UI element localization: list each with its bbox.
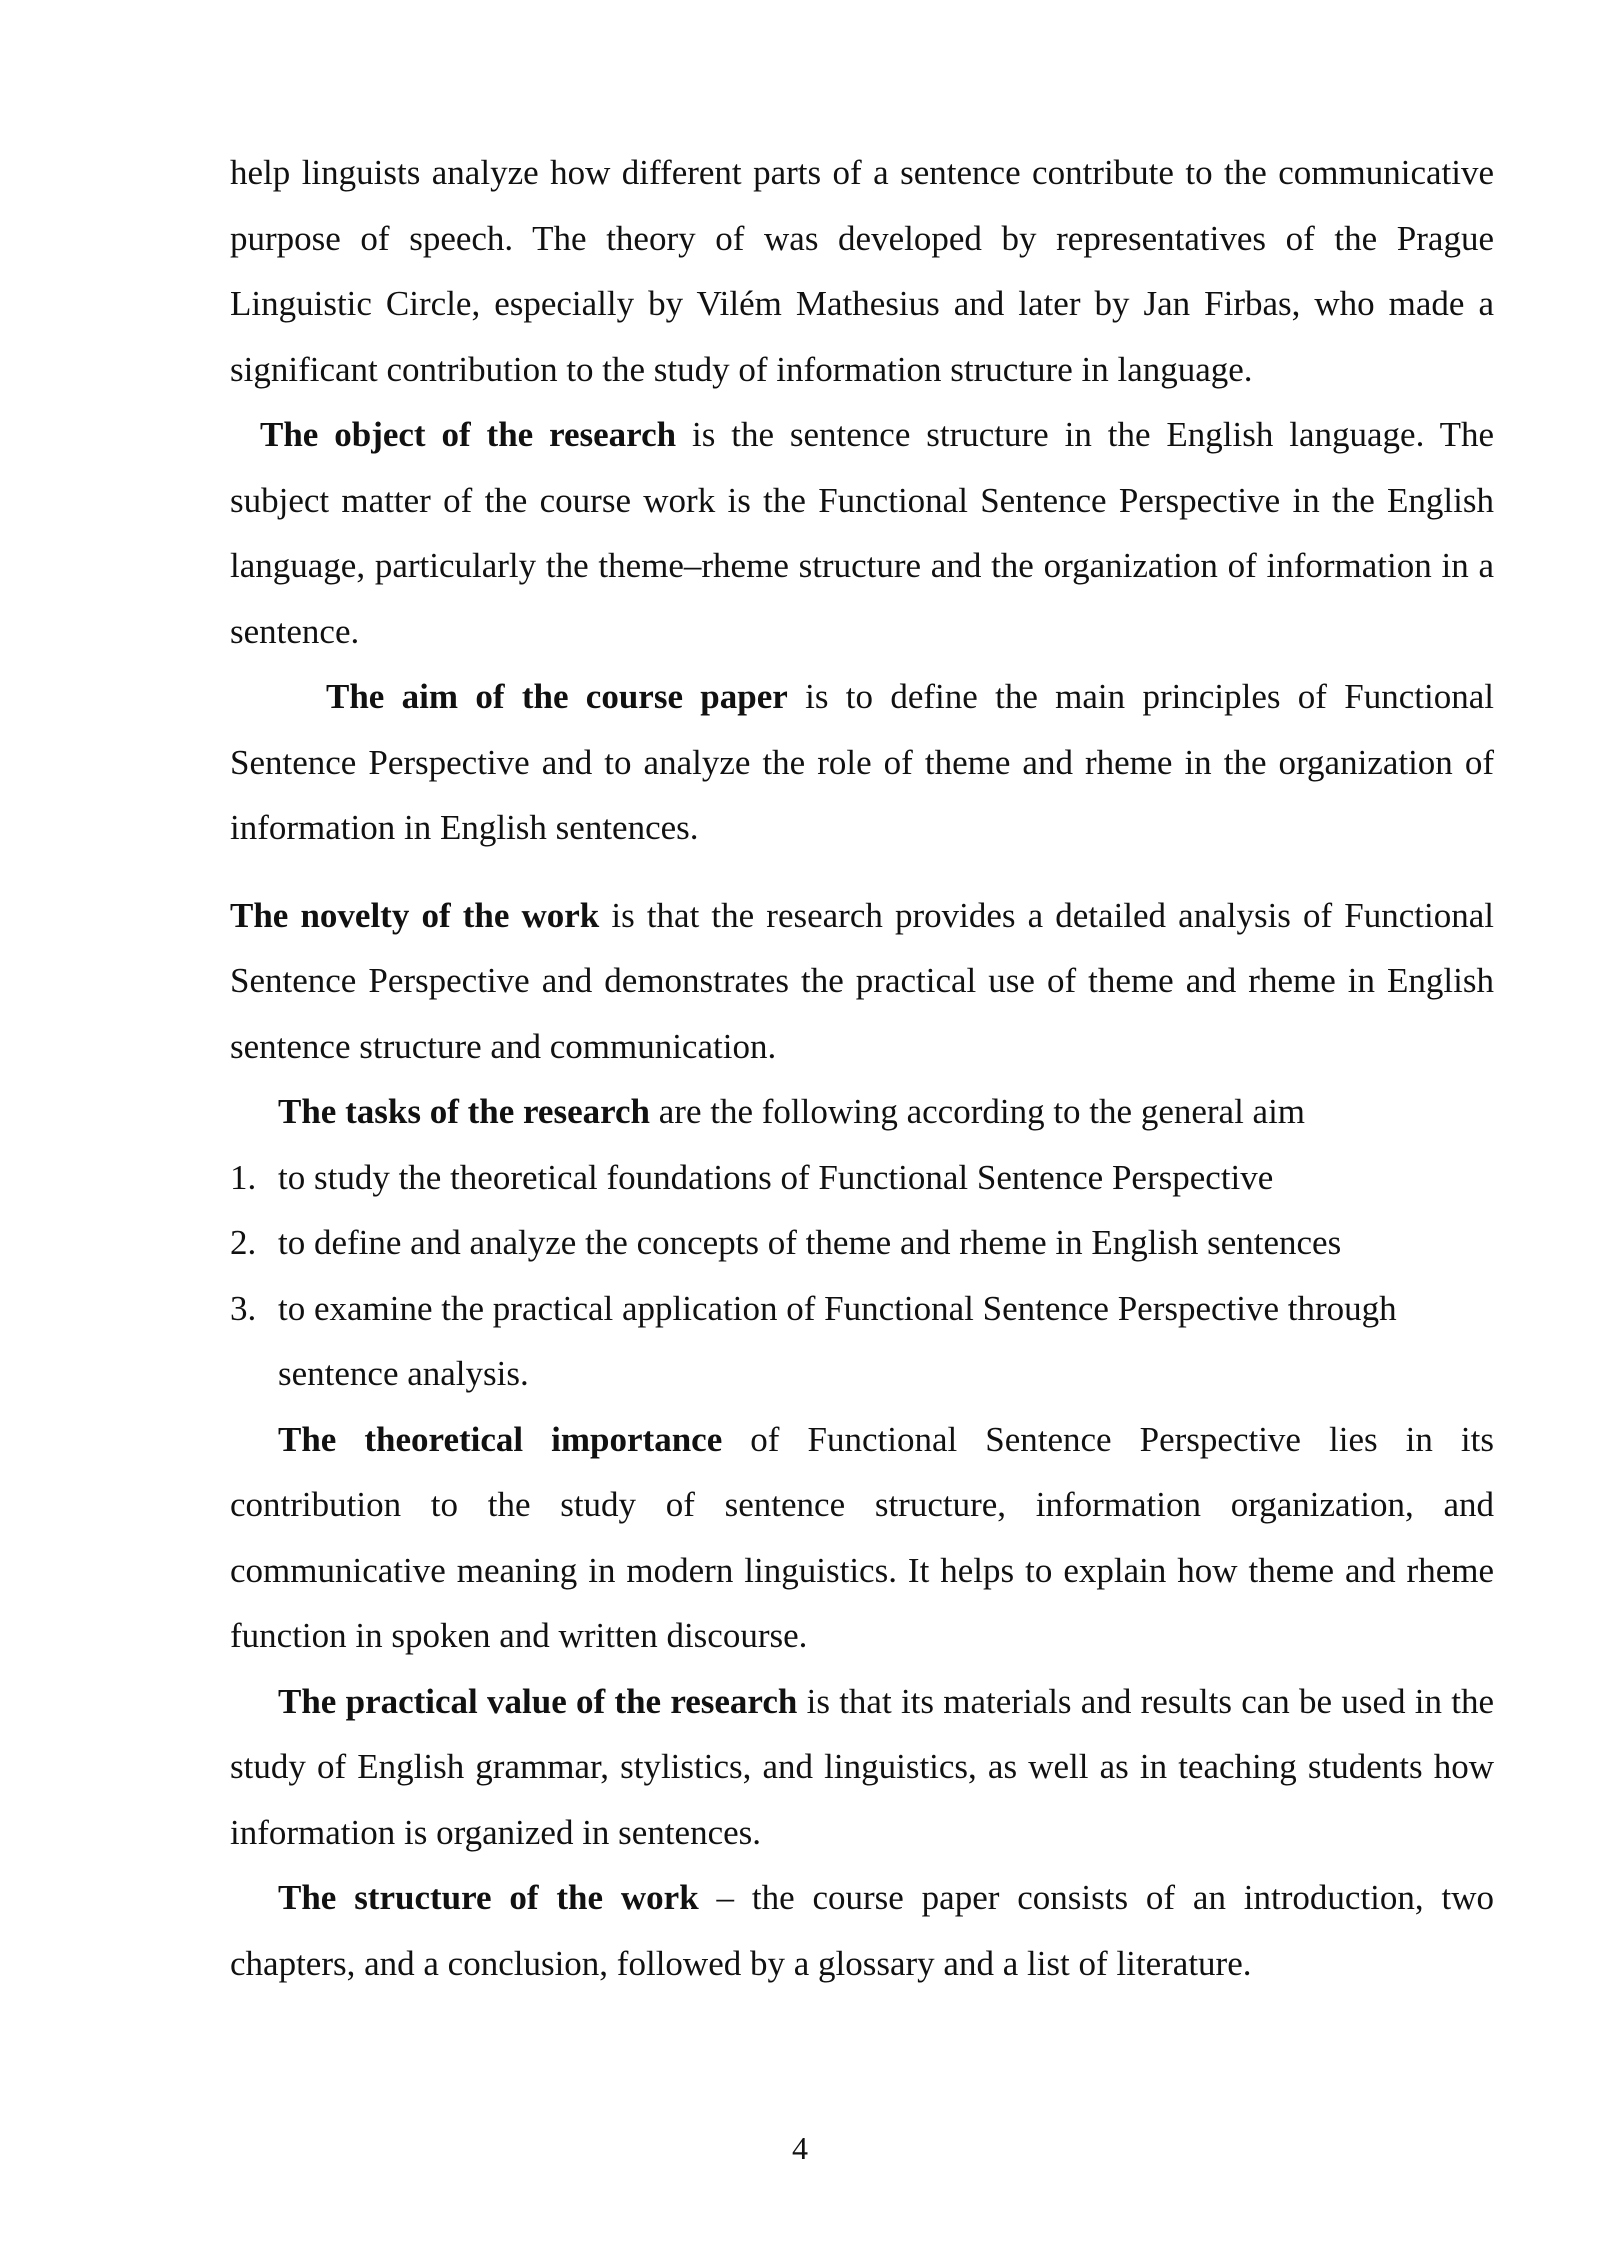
paragraph-theoretical <box>230 1407 1494 1669</box>
task-text: to examine the practical application of Functional Sentence Perspective through sentence analysis. <box>278 1288 1397 1393</box>
task-item <box>230 1145 1494 1211</box>
novelty-heading: The novelty of the work <box>230 895 600 935</box>
tasks-heading: The tasks of the research <box>278 1092 651 1131</box>
task-item <box>230 1210 1494 1276</box>
tasks-list <box>230 1145 1494 1407</box>
paragraph-intro-text: help linguists analyze how different parts of a sentence contribute to the communicative purpose of speech. The theory of was developed by representatives of the Prague Linguistic Circle, especially by Vilém Mathesius and later by Jan Firbas, who made a significant contribution to the study of information structure in language. <box>230 153 1494 389</box>
paragraph-object <box>230 402 1494 664</box>
paragraph-structure <box>230 1865 1494 1996</box>
task-number: 3. <box>230 1288 257 1328</box>
paragraph-aim <box>230 664 1494 861</box>
novelty-text: is that the research provides a detailed analysis of Functional Sentence Perspective and demonstrates the practical use of theme and rheme in English sentence structure and communication. <box>230 895 1495 1066</box>
paragraph-tasks <box>230 1079 1494 1145</box>
paragraph-practical <box>230 1669 1494 1866</box>
practical-text: is that its materials and results can be used in the study of English grammar, stylistics, and linguistics, as well as in teaching students how information is organized in sentences. <box>230 1681 1494 1852</box>
theoretical-text: of Functional Sentence Perspective lies in its contribution to the study of sentence structure, information organization, and communicative meaning in modern linguistics. It helps to explain how theme and rheme function in spoken and written discourse. <box>230 1419 1494 1655</box>
task-item <box>230 1276 1494 1407</box>
object-heading: The object of the research <box>260 415 677 454</box>
paragraph-intro <box>230 140 1494 402</box>
document-page <box>230 140 1494 1996</box>
aim-heading: The aim of the course paper <box>326 677 788 716</box>
structure-heading: The structure of the work <box>278 1878 699 1917</box>
task-text: to study the theoretical foundations of Functional Sentence Perspective <box>278 1157 1274 1197</box>
task-number: 1. <box>230 1157 257 1197</box>
aim-text: is to define the main principles of Functional Sentence Perspective and to analyze the role of theme and rheme in the organization of information in English sentences. <box>230 677 1494 847</box>
paragraph-novelty <box>230 883 1494 1080</box>
task-text: to define and analyze the concepts of theme and rheme in English sentences <box>278 1223 1342 1262</box>
page-number: 4 <box>792 2130 808 2166</box>
practical-heading: The practical value of the research <box>278 1681 798 1721</box>
structure-text: – the course paper consists of an introduction, two chapters, and a conclusion, followed by a glossary and a list of literature. <box>230 1878 1494 1983</box>
theoretical-heading: The theoretical importance <box>278 1419 723 1459</box>
tasks-text: are the following according to the general aim <box>650 1092 1306 1131</box>
object-text: is the sentence structure in the English language. The subject matter of the course work is the Functional Sentence Perspective in the English language, particularly the theme–rheme structure and the organization of information in a sentence. <box>230 415 1495 651</box>
task-number: 2. <box>230 1223 257 1262</box>
